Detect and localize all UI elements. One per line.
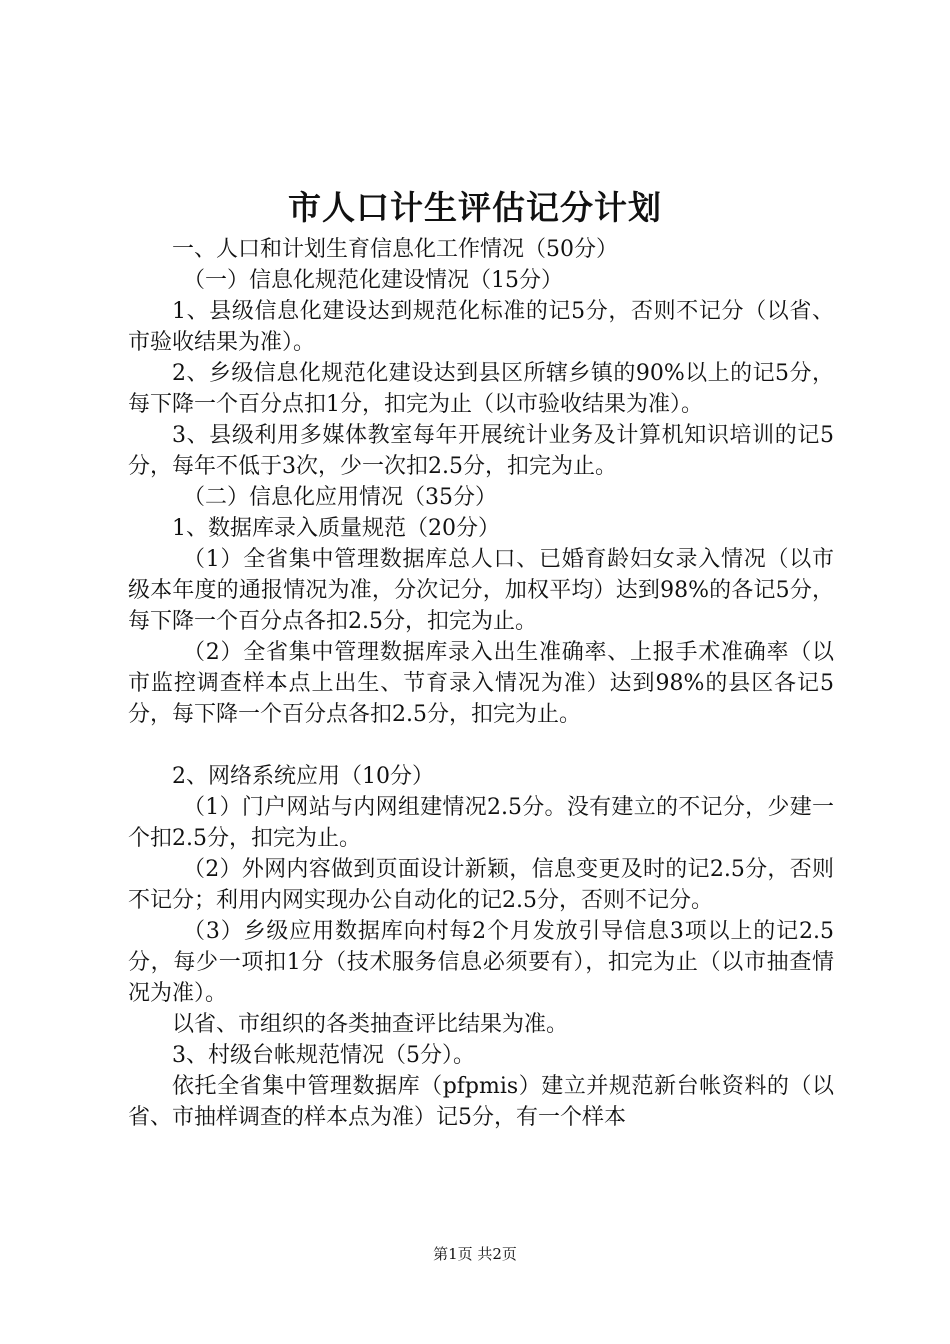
paragraph: （3）乡级应用数据库向村每2个月发放引导信息3项以上的记2.5分，每少一项扣1分（技术服务信息必须要有），扣完为止（以市抽查情况为准）。 <box>128 919 834 1006</box>
paragraph: （2）全省集中管理数据库录入出生准确率、上报手术准确率（以市监控调查样本点上出生、节育录入情况为准）达到98%的县区各记5分，每下降一个百分点各扣2.5分，扣完为止。 <box>128 640 834 727</box>
document-body <box>128 234 834 1133</box>
document-title: 市人口计生评估记分计划 <box>288 188 662 227</box>
paragraph: （1）门户网站与内网组建情况2.5分。没有建立的不记分，少建一个扣2.5分，扣完为止。 <box>128 795 834 851</box>
subsection-heading-1: （一）信息化规范化建设情况（15分） <box>183 268 563 293</box>
paragraph: 1、县级信息化建设达到规范化标准的记5分，否则不记分（以省、市验收结果为准）。 <box>128 299 834 355</box>
item-heading: 1、数据库录入质量规范（20分） <box>172 516 500 541</box>
paragraph: （2）外网内容做到页面设计新颖，信息变更及时的记2.5分，否则不记分；利用内网实现办公自动化的记2.5分，否则不记分。 <box>128 857 834 913</box>
paragraph: 3、县级利用多媒体教室每年开展统计业务及计算机知识培训的记5分，每年不低于3次，少一次扣2.5分，扣完为止。 <box>128 423 834 479</box>
paragraph: （1）全省集中管理数据库总人口、已婚育龄妇女录入情况（以市级本年度的通报情况为准，分次记分，加权平均）达到98%的各记5分，每下降一个百分点各扣2.5分，扣完为止。 <box>128 547 834 634</box>
item-heading: 3、村级台帐规范情况（5分）。 <box>172 1043 475 1068</box>
paragraph: 依托全省集中管理数据库（pfpmis）建立并规范新台帐资料的（以省、市抽样调查的样本点为准）记5分，有一个样本 <box>128 1074 834 1130</box>
paragraph-spacer <box>128 730 834 761</box>
paragraph: 2、乡级信息化规范化建设达到县区所辖乡镇的90%以上的记5分，每下降一个百分点扣1分，扣完为止（以市验收结果为准）。 <box>128 361 834 417</box>
page-number-footer: 第1页 共2页 <box>433 1245 517 1263</box>
paragraph: 以省、市组织的各类抽查评比结果为准。 <box>172 1012 569 1037</box>
section-heading-1: 一、人口和计划生育信息化工作情况（50分） <box>172 237 618 262</box>
item-heading: 2、网络系统应用（10分） <box>172 764 434 789</box>
subsection-heading-2: （二）信息化应用情况（35分） <box>183 485 497 510</box>
